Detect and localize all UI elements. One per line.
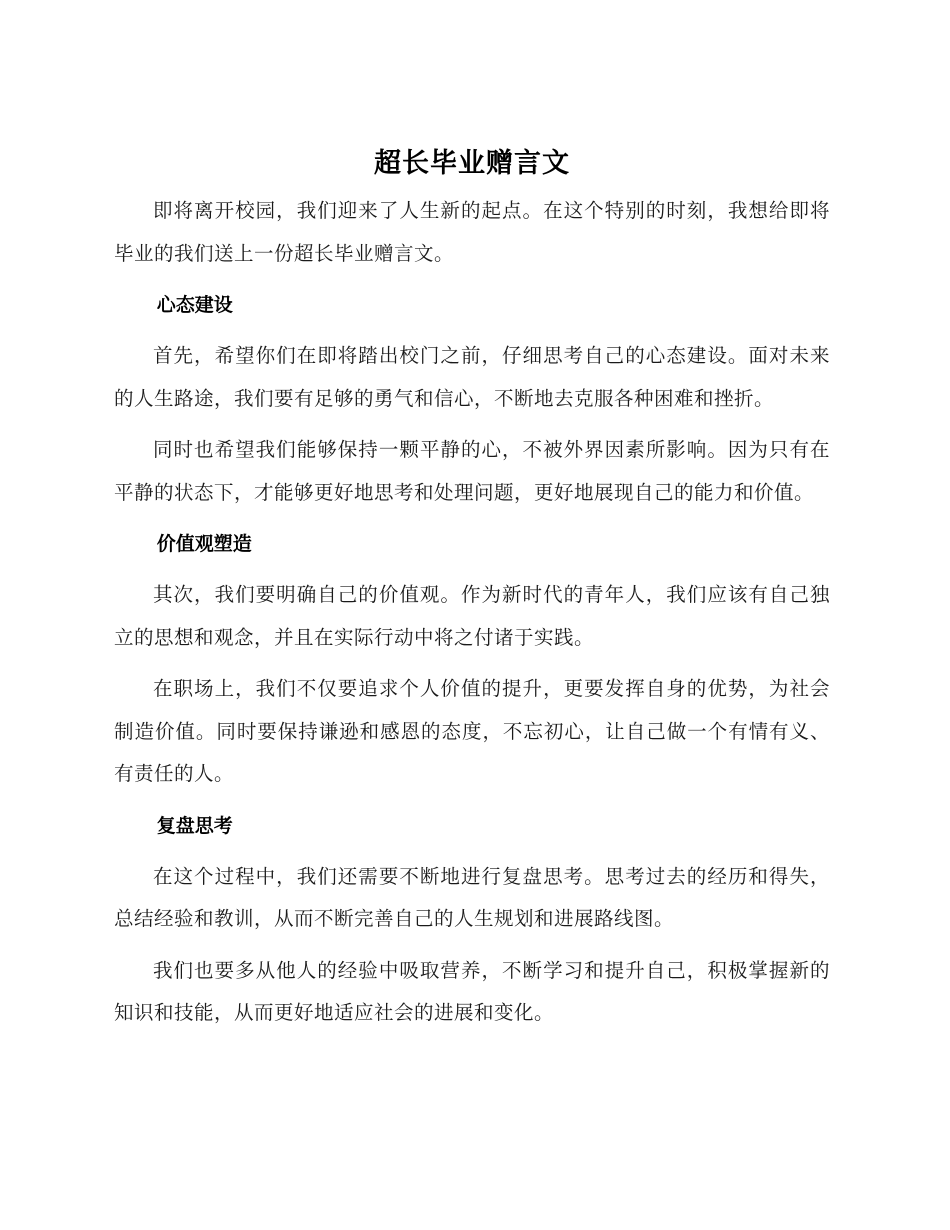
section-heading: 复盘思考 [156,814,233,837]
intro-paragraph: 即将离开校园，我们迎来了人生新的起点。在这个特别的时刻，我想给即将毕业的我们送上一份超长毕业赠言文。 [114,199,830,265]
section-heading: 心态建设 [156,294,233,316]
section-values [114,523,830,796]
section-mindset [114,284,830,514]
body-paragraph: 同时也希望我们能够保持一颗平静的心，不被外界因素所影响。因为只有在平静的状态下，才能够更好地思考和处理问题，更好地展现自己的能力和价值。 [114,438,830,504]
body-paragraph: 在职场上，我们不仅要追求个人价值的提升，更要发挥自身的优势，为社会制造价值。同时要保持谦逊和感恩的态度，不忘初心，让自己做一个有情有义、有责任的人。 [114,677,830,785]
document-page [114,144,830,1044]
document-title: 超长毕业赠言文 [374,148,570,179]
body-paragraph: 其次，我们要明确自己的价值观。作为新时代的青年人，我们应该有自己独立的思想和观念，并且在实际行动中将之付诸于实践。 [114,583,830,649]
body-paragraph: 我们也要多从他人的经验中吸取营养，不断学习和提升自己，积极掌握新的知识和技能，从而更好地适应社会的进展和变化。 [114,958,830,1024]
section-review [114,805,830,1035]
body-paragraph: 首先，希望你们在即将踏出校门之前，仔细思考自己的心态建设。面对未来的人生路途，我们要有足够的勇气和信心，不断地去克服各种困难和挫折。 [114,344,830,410]
body-paragraph: 在这个过程中，我们还需要不断地进行复盘思考。思考过去的经历和得失，总结经验和教训，从而不断完善自己的人生规划和进展路线图。 [114,864,830,930]
section-heading: 价值观塑造 [156,533,252,555]
